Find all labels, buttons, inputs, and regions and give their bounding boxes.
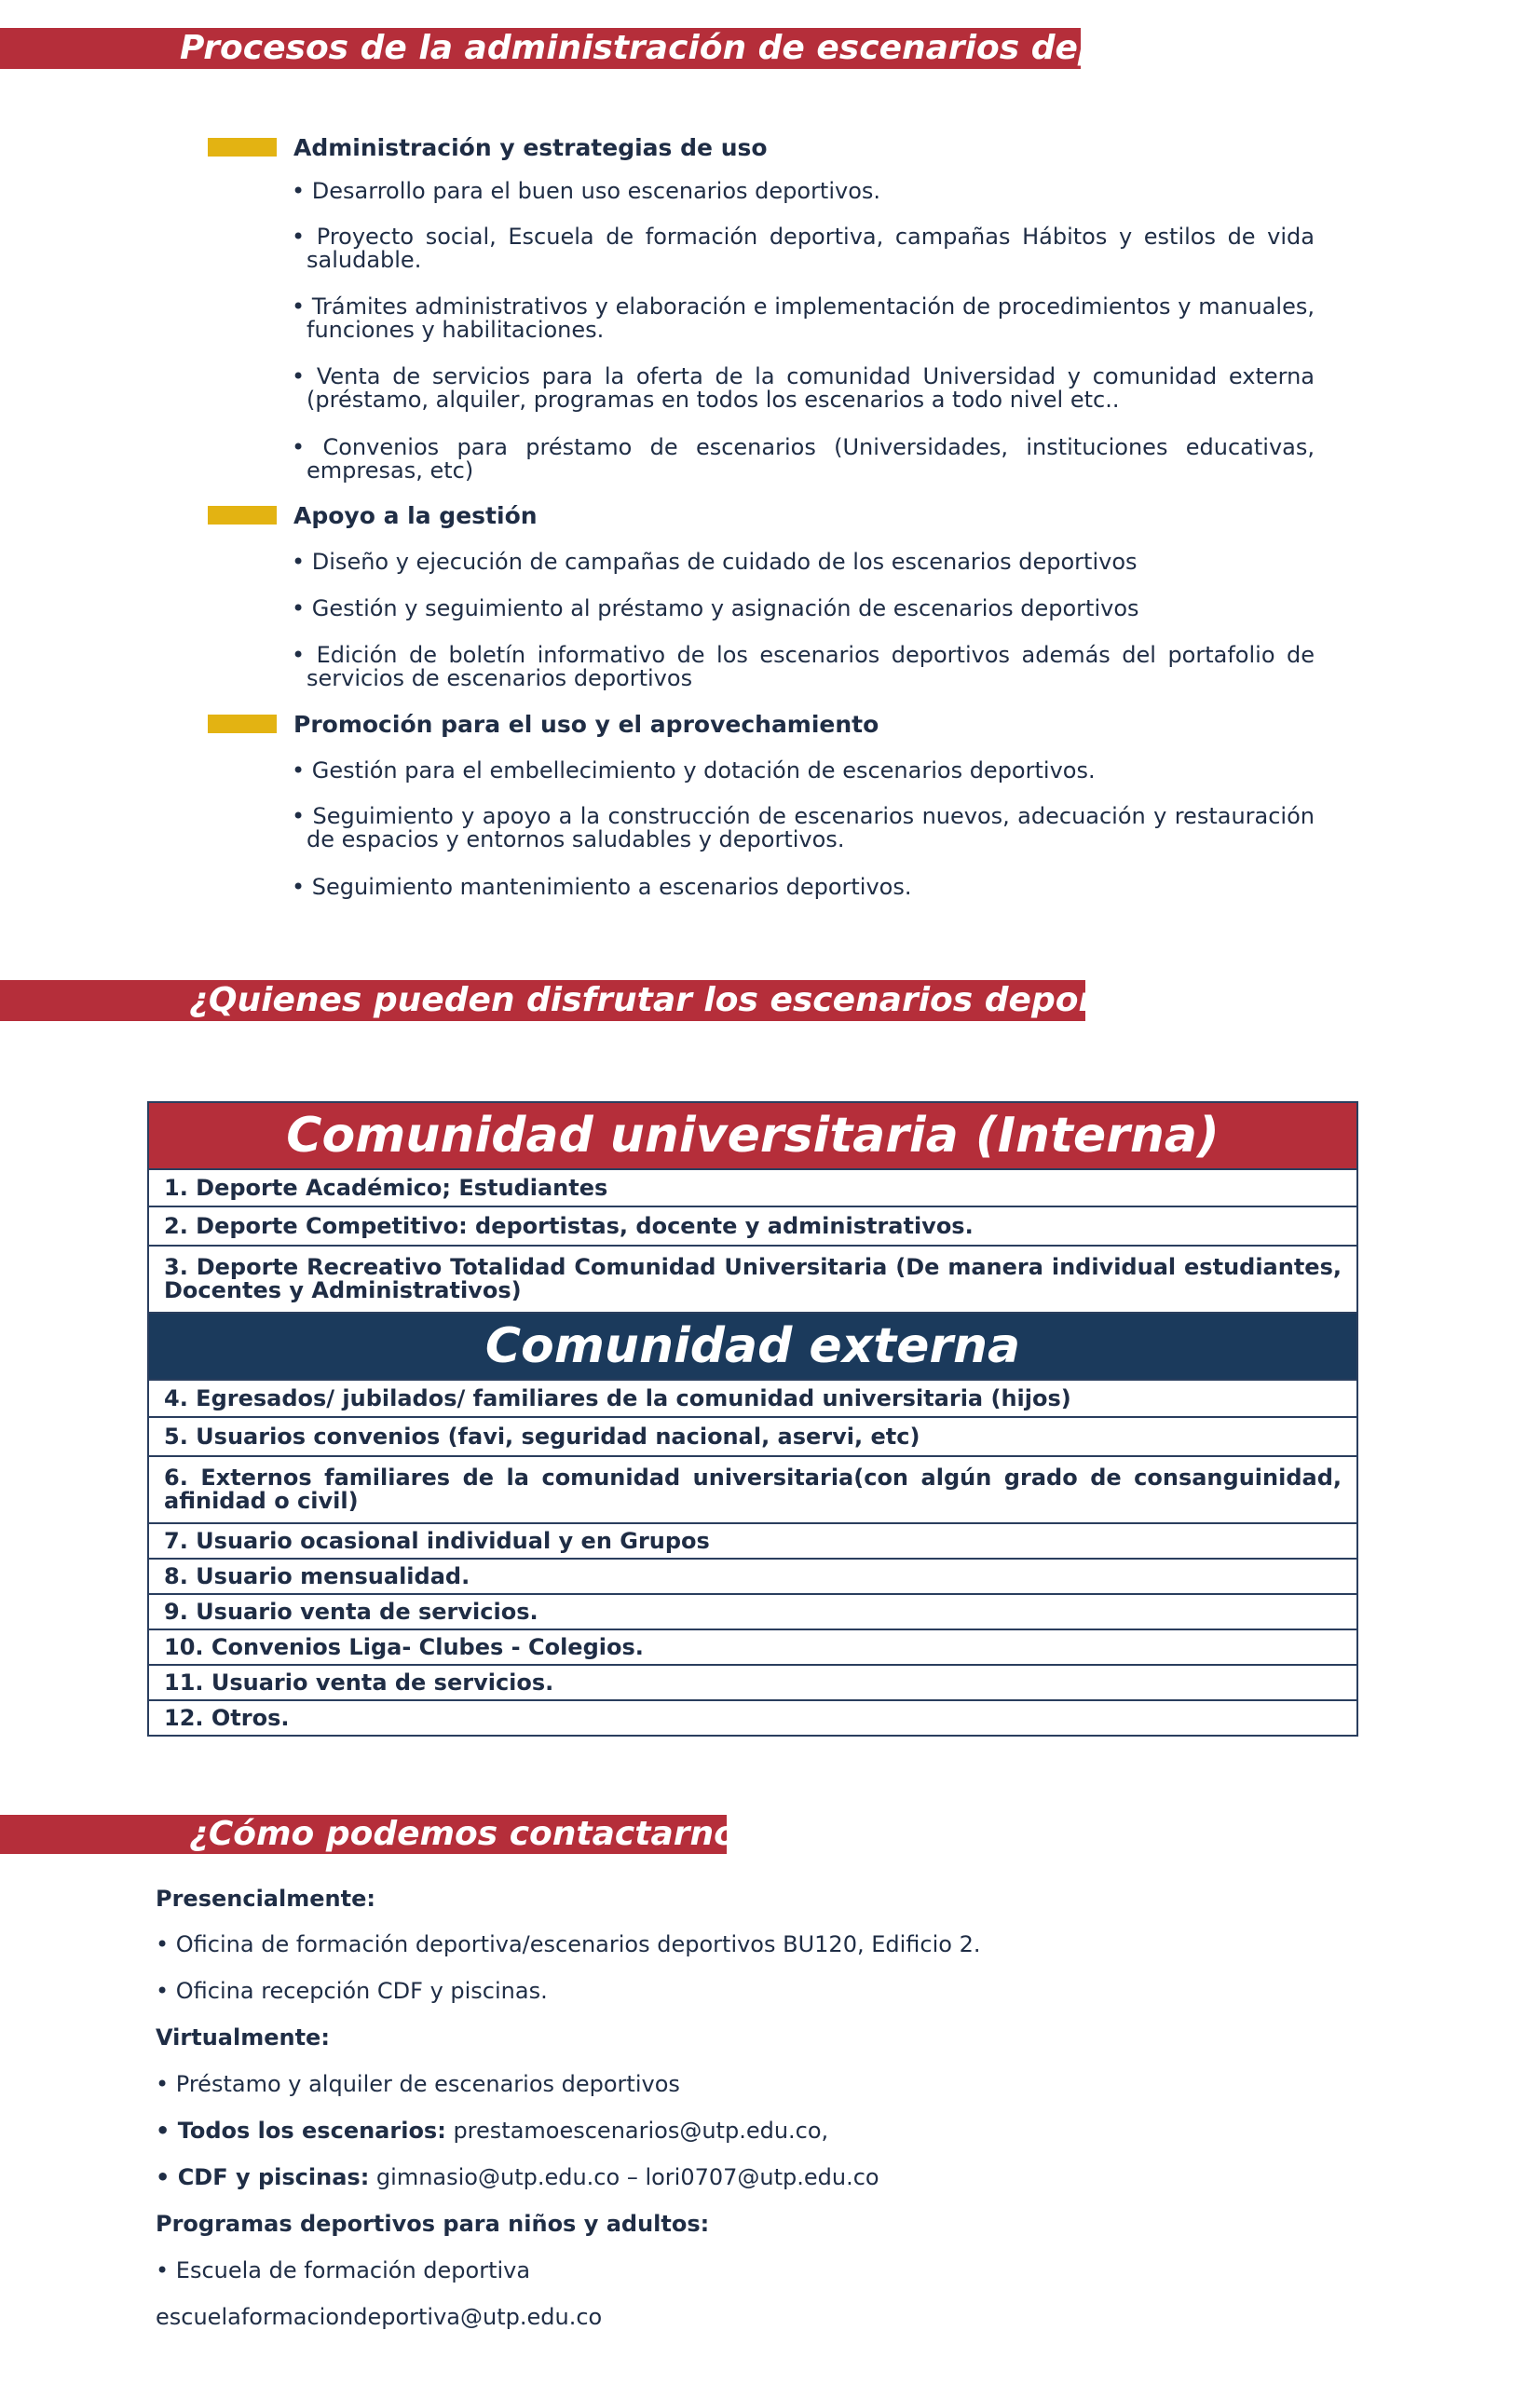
- table-row: 10. Convenios Liga- Clubes - Colegios.: [148, 1629, 1357, 1665]
- todos-label: • Todos los escenarios:: [156, 2118, 446, 2144]
- section-banner-contacto: ¿Cómo podemos contactarnos?: [0, 1815, 727, 1854]
- list-item: • Diseño y ejecución de campañas de cuidado de los escenarios deportivos: [292, 549, 1138, 575]
- external-community-header: Comunidad externa: [148, 1313, 1357, 1380]
- table-row: 9. Usuario venta de servicios.: [148, 1594, 1357, 1629]
- list-item: • Préstamo y alquiler de escenarios deportivos: [156, 2071, 680, 2097]
- table-row: 1. Deporte Académico; Estudiantes: [148, 1169, 1357, 1206]
- list-item: • Convenios para préstamo de escenarios (Universidades, instituciones educativas, empresas, etc): [292, 434, 1315, 484]
- cdf-label: • CDF y piscinas:: [156, 2164, 370, 2190]
- contact-todos-line: [156, 2118, 828, 2144]
- list-item: • Edición de boletín informativo de los escenarios deportivos además del portafolio de servicios de escenarios deportivos: [292, 642, 1315, 691]
- presencial-title: Presencialmente:: [156, 1886, 375, 1912]
- table-row: 12. Otros.: [148, 1700, 1357, 1736]
- yellow-bar-marker: [208, 506, 277, 525]
- group-header-apoyo: [208, 501, 538, 529]
- table-row: 8. Usuario mensualidad.: [148, 1559, 1357, 1594]
- list-item: • Gestión para el embellecimiento y dotación de escenarios deportivos.: [292, 757, 1096, 784]
- internal-community-header: Comunidad universitaria (Interna): [148, 1102, 1357, 1169]
- table-row: 4. Egresados/ jubilados/ familiares de la comunidad universitaria (hijos): [148, 1380, 1357, 1417]
- table-row: 6. Externos familiares de la comunidad universitaria(con algún grado de consanguinidad, afinidad o civil): [148, 1456, 1357, 1523]
- group-header-promocion: [208, 710, 879, 738]
- group-title: Promoción para el uso y el aprovechamiento: [293, 710, 879, 738]
- section-banner-procesos: Procesos de la administración de escenarios deportivos:: [0, 28, 1081, 69]
- list-item: • Desarrollo para el buen uso escenarios deportivos.: [292, 178, 881, 204]
- table-row: 11. Usuario venta de servicios.: [148, 1665, 1357, 1700]
- group-title: Apoyo a la gestión: [293, 501, 538, 529]
- group-header-administracion: [208, 133, 768, 161]
- table-row: 7. Usuario ocasional individual y en Grupos: [148, 1523, 1357, 1559]
- list-item: • Oficina de formación deportiva/escenarios deportivos BU120, Edificio 2.: [156, 1931, 981, 1957]
- yellow-bar-marker: [208, 138, 277, 157]
- group-title: Administración y estrategias de uso: [293, 133, 768, 161]
- todos-email-link[interactable]: prestamoescenarios@utp.edu.co,: [445, 2118, 829, 2144]
- programas-title: Programas deportivos para niños y adultos:: [156, 2211, 710, 2237]
- contact-cdf-line: [156, 2164, 879, 2190]
- list-item: • Trámites administrativos y elaboración e implementación de procedimientos y manuales, funciones y habilitaciones.: [292, 293, 1315, 343]
- section-banner-quienes: ¿Quienes pueden disfrutar los escenarios deportivos?: [0, 980, 1085, 1021]
- escuela-email-link[interactable]: escuelaformaciondeportiva@utp.edu.co: [156, 2304, 603, 2330]
- list-item: • Seguimiento mantenimiento a escenarios deportivos.: [292, 874, 912, 900]
- table-row: 5. Usuarios convenios (favi, seguridad nacional, aservi, etc): [148, 1417, 1357, 1456]
- list-item: • Seguimiento y apoyo a la construcción de escenarios nuevos, adecuación y restauración de espacios y entornos saludables y deportivos.: [292, 803, 1315, 852]
- list-item: • Oficina recepción CDF y piscinas.: [156, 1978, 548, 2004]
- list-item: • Gestión y seguimiento al préstamo y asignación de escenarios deportivos: [292, 595, 1139, 621]
- cdf-email-link[interactable]: gimnasio@utp.edu.co – lori0707@utp.edu.co: [369, 2164, 879, 2190]
- list-item: • Proyecto social, Escuela de formación deportiva, campañas Hábitos y estilos de vida saludable.: [292, 224, 1315, 273]
- yellow-bar-marker: [208, 715, 277, 733]
- list-item: • Venta de servicios para la oferta de la comunidad Universidad y comunidad externa (préstamo, alquiler, programas en todos los escenarios a todo nivel etc..: [292, 363, 1315, 413]
- table-row: 2. Deporte Competitivo: deportistas, docente y administrativos.: [148, 1206, 1357, 1246]
- list-item: • Escuela de formación deportiva: [156, 2257, 531, 2283]
- table-row: 3. Deporte Recreativo Totalidad Comunidad Universitaria (De manera individual estudiantes, Docentes y Administrativos): [148, 1246, 1357, 1313]
- community-table: [147, 1101, 1358, 1737]
- virtual-title: Virtualmente:: [156, 2024, 330, 2051]
